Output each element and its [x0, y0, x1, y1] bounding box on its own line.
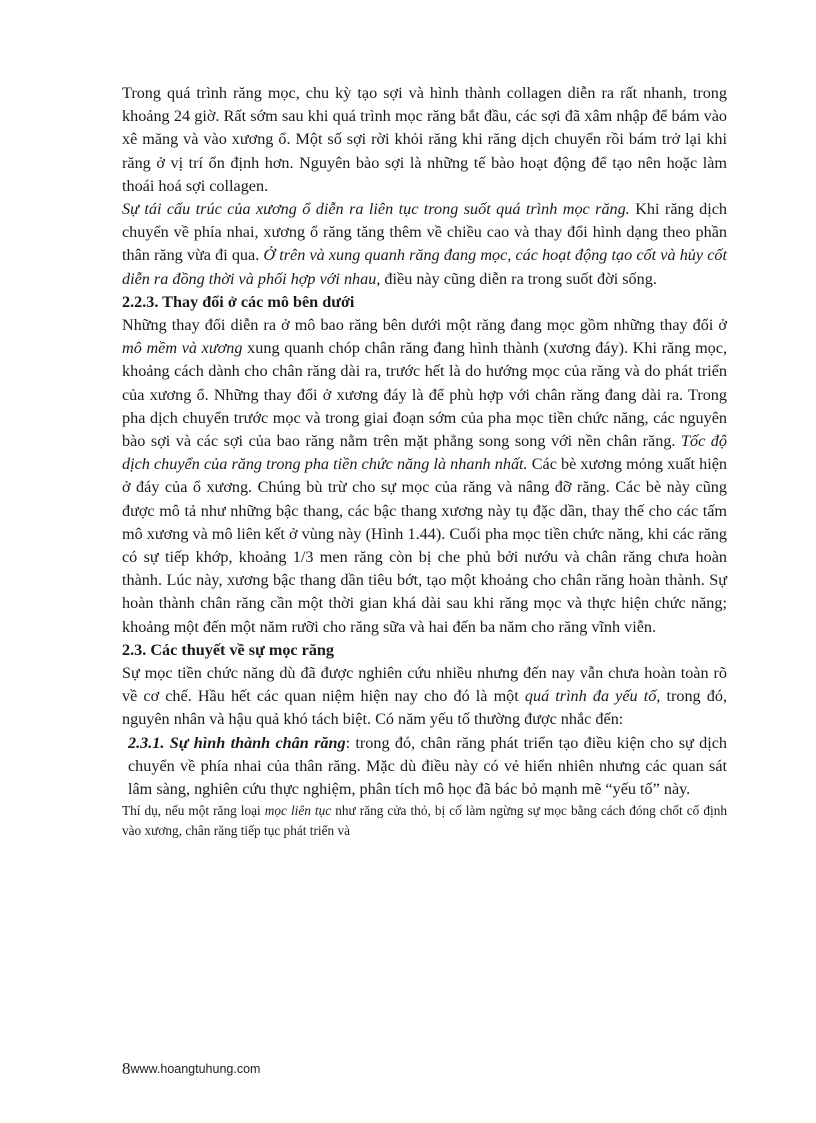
text-run: Khi răng dịch chuyển về phía nhai, xương ổ răng tăng thêm về chiều cao và thay đổi hình dạng theo phần thân răng vừa đi qua.: [122, 200, 727, 265]
subsection-heading-2-3-1: 2.3.1. Sự hình thành chân răng: [128, 733, 346, 752]
section-heading-2-2-3: 2.2.3. Thay đổi ở các mô bên dưới: [122, 292, 355, 311]
note-paragraph: [122, 801, 727, 841]
text-run: Thí dụ, nếu một răng loại: [122, 803, 265, 819]
page-footer: [122, 1058, 260, 1078]
body-text: [122, 82, 727, 841]
paragraph-root-formation: [122, 732, 727, 802]
paragraph-collagen: [122, 82, 727, 198]
italic-run: Ở trên và xung quanh răng đang mọc, các hoạt động tạo cốt và hủy cốt diễn ra đồng thời và phối hợp với nhau: [122, 246, 727, 288]
italic-run: mọc liên tục: [264, 803, 332, 819]
text-run: : trong đó, chân răng phát triển tạo điều kiện cho sự dịch chuyển về phía nhai của thân răng. Mặc dù điều này có vẻ hiển nhiên nhưng các quan sát lâm sàng, nghiên cứu thực nghiệm, phân tích mô học đã bác bỏ mạnh mẽ “yếu tố” này.: [128, 733, 727, 799]
website-link[interactable]: www.hoangtuhung.com: [130, 1062, 261, 1076]
italic-run: mô mềm và xương: [122, 339, 243, 358]
paragraph-underlying-tissues: [122, 314, 727, 639]
text-run: , trong đó, nguyên nhân và hậu quả khó tách biệt. Có năm yếu tố thường được nhắc đến:: [122, 687, 727, 729]
section-heading-2-3: 2.3. Các thuyết về sự mọc răng: [122, 640, 335, 659]
paragraph-bone-remodeling: [122, 198, 727, 291]
paragraph-eruption-theories: [122, 662, 727, 732]
text-run: xung quanh chóp chân răng đang hình thành (xương đáy). Khi răng mọc, khoảng cách dành cho chân răng dài ra, trước hết là do hướng mọc của răng và do phát triển của xương ổ. Những thay đổi ở xương đáy là để phù hợp với chân răng đang dài ra. Trong pha dịch chuyển trước mọc và trong giai đoạn sớm của pha mọc tiền chức năng, các nguyên bào sợi và các sợi của bao răng nằm trên mặt phẳng song song với nền chân răng.: [122, 339, 727, 451]
text-run: , điều này cũng diễn ra trong suốt đời sống.: [376, 269, 657, 288]
italic-run: Sự tái cấu trúc của xương ổ diễn ra liên tục trong suốt quá trình mọc răng.: [122, 200, 630, 219]
text-run: Sự mọc tiền chức năng dù đã được nghiên cứu nhiều nhưng đến nay vẫn chưa hoàn toàn rõ về cơ chế. Hầu hết các quan niệm hiện nay cho đó là một: [122, 664, 727, 706]
text-run: Các bè xương mỏng xuất hiện ở đáy của ổ xương. Chúng bù trừ cho sự mọc của răng và nâng đỡ răng. Các bè này cũng được mô tả như những bậc thang, các bậc thang xương này tụ đặc dần, thay thế cho các tấm mô xương và mô liên kết ở vùng này (Hình 1.44). Cuối pha mọc tiền chức năng, khi các răng có sự tiếp khớp, khoảng 1/3 men răng còn bị che phủ bởi nướu và chân răng chưa hoàn thành. Lúc này, xương bậc thang dần tiêu bớt, tạo một khoảng cho chân răng hoàn thành. Sự hoàn thành chân răng cần một thời gian khá dài sau khi răng mọc và thực hiện chức năng; khoảng một đến một năm rưỡi cho răng sữa và hai đến ba năm cho răng vĩnh viễn.: [122, 455, 727, 636]
text-run: như răng cửa thỏ, bị cố làm ngừng sự mọc bằng cách đóng chốt cố định vào xương, chân răng tiếp tục phát triển và: [122, 803, 728, 839]
page-number: 8: [122, 1059, 131, 1078]
italic-run: quá trình đa yếu tố: [524, 687, 657, 706]
italic-run: Tốc độ dịch chuyển của răng trong pha tiền chức năng là nhanh nhất.: [122, 432, 727, 474]
text-run: Những thay đổi diễn ra ở mô bao răng bên dưới một răng đang mọc gồm những thay đổi ở: [122, 316, 727, 335]
text-run: Trong quá trình răng mọc, chu kỳ tạo sợi và hình thành collagen diễn ra rất nhanh, trong khoảng 24 giờ. Rất sớm sau khi quá trình mọc răng bắt đầu, các sợi đã xâm nhập để bám vào xê măng và vào xương ổ. Một số sợi rời khỏi răng khi răng dịch chuyển rồi bám trở lại khi răng ở vị trí ổn định hơn. Nguyên bào sợi là những tế bào hoạt động để tạo nên hoặc làm thoái hoá sợi collagen.: [122, 84, 727, 195]
